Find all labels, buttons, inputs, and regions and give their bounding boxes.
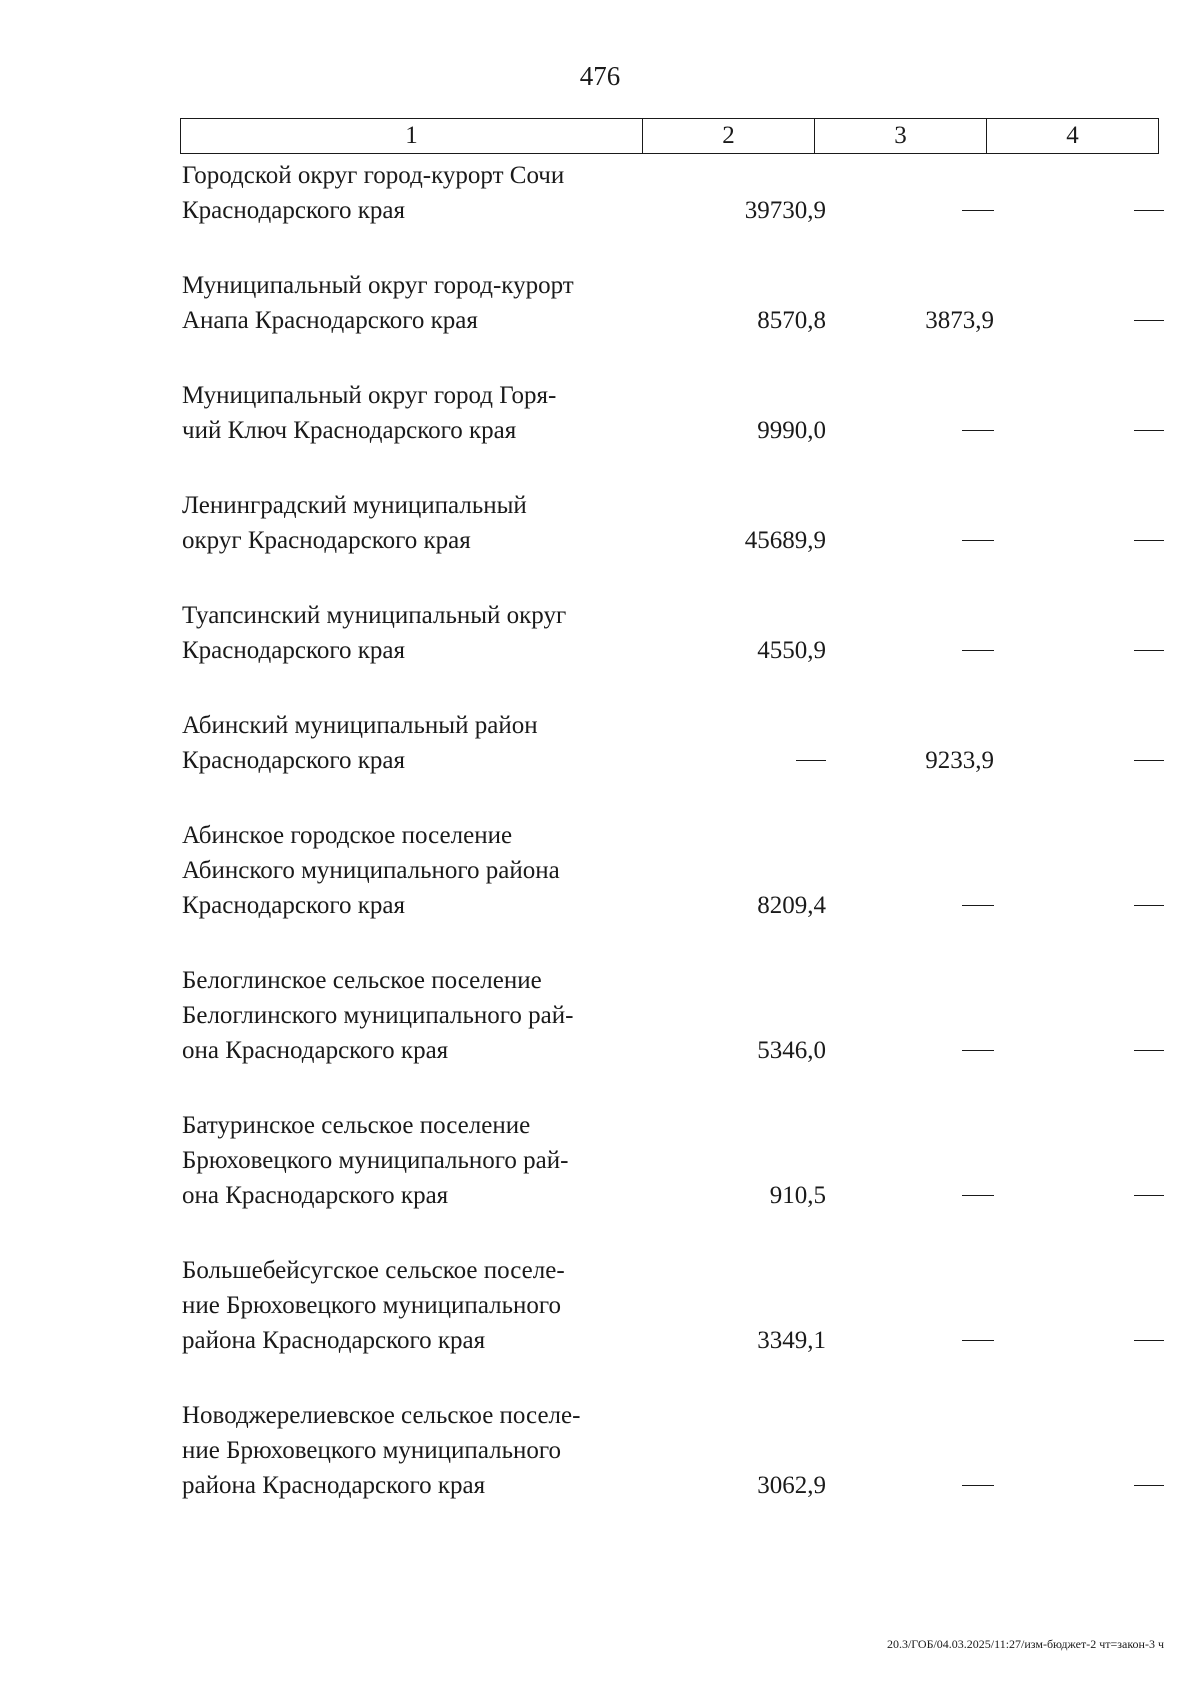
row-value-col2: 3349,1 bbox=[757, 1327, 826, 1354]
row-name-line: Краснодарского края bbox=[182, 637, 405, 664]
row-name-line: Белоглинского муниципального рай- bbox=[182, 1002, 574, 1029]
table-row bbox=[182, 378, 1162, 448]
row-name-line: Брюховецкого муниципального рай- bbox=[182, 1147, 569, 1174]
row-name bbox=[182, 158, 642, 228]
row-value-col2: 3062,9 bbox=[757, 1472, 826, 1499]
dash-mark bbox=[962, 1485, 994, 1486]
row-value-col4 bbox=[1134, 888, 1164, 923]
row-name bbox=[182, 963, 642, 1068]
row-value-col3 bbox=[962, 523, 994, 558]
row-name-line: Муниципальный округ город Горя- bbox=[182, 382, 557, 409]
table-row bbox=[182, 1108, 1162, 1213]
row-name-line: она Краснодарского края bbox=[182, 1037, 449, 1064]
header-col-2: 2 bbox=[643, 119, 815, 153]
header-col-1: 1 bbox=[181, 119, 643, 153]
dash-mark bbox=[962, 1340, 994, 1341]
row-value-col4 bbox=[1134, 633, 1164, 668]
row-value-col2: 39730,9 bbox=[744, 197, 826, 224]
table-row bbox=[182, 158, 1162, 228]
row-name-line: Абинский муниципальный район bbox=[182, 712, 538, 739]
dash-mark bbox=[1134, 650, 1164, 651]
row-value-col4 bbox=[1134, 1323, 1164, 1358]
row-value-col3 bbox=[962, 1468, 994, 1503]
row-name bbox=[182, 1108, 642, 1213]
row-value-col4 bbox=[1134, 193, 1164, 228]
row-name bbox=[182, 708, 642, 778]
dash-mark bbox=[1134, 1050, 1164, 1051]
row-name-line: Белоглинское сельское поселение bbox=[182, 967, 542, 994]
row-name-line: округ Краснодарского края bbox=[182, 527, 471, 554]
row-name-line: Абинское городское поселение bbox=[182, 822, 513, 849]
row-value-col2: 45689,9 bbox=[744, 527, 826, 554]
row-value-col2 bbox=[796, 743, 826, 778]
row-name-line: Краснодарского края bbox=[182, 747, 405, 774]
row-value-col3: 3873,9 bbox=[925, 307, 994, 334]
table-row bbox=[182, 818, 1162, 923]
row-name bbox=[182, 488, 642, 558]
row-name-line: Городской округ город-курорт Сочи bbox=[182, 162, 565, 189]
row-name-line: она Краснодарского края bbox=[182, 1182, 449, 1209]
table-header bbox=[180, 118, 1159, 154]
dash-mark bbox=[1134, 1195, 1164, 1196]
table-body bbox=[182, 158, 1162, 1543]
row-value-col2: 9990,0 bbox=[757, 417, 826, 444]
dash-mark bbox=[1134, 1485, 1164, 1486]
row-name bbox=[182, 378, 642, 448]
dash-mark bbox=[1134, 430, 1164, 431]
row-name-line: Новоджерелиевское сельское поселе- bbox=[182, 1402, 581, 1429]
row-name-line: района Краснодарского края bbox=[182, 1327, 486, 1354]
row-name-line: района Краснодарского края bbox=[182, 1472, 486, 1499]
row-value-col3: 9233,9 bbox=[925, 747, 994, 774]
dash-mark bbox=[962, 210, 994, 211]
dash-mark bbox=[1134, 210, 1164, 211]
row-value-col3 bbox=[962, 633, 994, 668]
dash-mark bbox=[962, 1195, 994, 1196]
table-row bbox=[182, 963, 1162, 1068]
row-value-col3 bbox=[962, 888, 994, 923]
dash-mark bbox=[962, 430, 994, 431]
row-name-line: Туапсинский муниципальный округ bbox=[182, 602, 567, 629]
row-name bbox=[182, 598, 642, 668]
dash-mark bbox=[1134, 1340, 1164, 1341]
row-value-col4 bbox=[1134, 303, 1164, 338]
row-name-line: Абинского муниципального района bbox=[182, 857, 560, 884]
row-name-line: чий Ключ Краснодарского края bbox=[182, 417, 517, 444]
table-row bbox=[182, 268, 1162, 338]
row-value-col4 bbox=[1134, 523, 1164, 558]
row-name bbox=[182, 818, 642, 923]
row-value-col2: 8570,8 bbox=[757, 307, 826, 334]
dash-mark bbox=[796, 760, 826, 761]
header-col-4: 4 bbox=[1066, 122, 1079, 149]
table-row bbox=[182, 488, 1162, 558]
row-value-col3 bbox=[962, 1323, 994, 1358]
row-name-line: Краснодарского края bbox=[182, 892, 405, 919]
page-number: 476 bbox=[579, 61, 621, 91]
row-value-col3 bbox=[962, 1178, 994, 1213]
row-value-col4 bbox=[1134, 1178, 1164, 1213]
row-value-col3 bbox=[962, 193, 994, 228]
dash-mark bbox=[1134, 540, 1164, 541]
dash-mark bbox=[962, 905, 994, 906]
row-value-col4 bbox=[1134, 413, 1164, 448]
row-name-line: Краснодарского края bbox=[182, 197, 405, 224]
document-footer-stamp: 20.3/ГОБ/04.03.2025/11:27/изм-бюджет-2 чт=закон-3 ч bbox=[886, 1637, 1164, 1651]
dash-mark bbox=[962, 1050, 994, 1051]
row-name bbox=[182, 268, 642, 338]
dash-mark bbox=[962, 540, 994, 541]
row-name-line: ние Брюховецкого муниципального bbox=[182, 1292, 562, 1319]
row-name bbox=[182, 1398, 642, 1503]
dash-mark bbox=[1134, 905, 1164, 906]
row-value-col4 bbox=[1134, 743, 1164, 778]
row-name bbox=[182, 1253, 642, 1358]
row-name-line: Анапа Краснодарского края bbox=[182, 307, 478, 334]
row-value-col2: 5346,0 bbox=[757, 1037, 826, 1064]
table-row bbox=[182, 1253, 1162, 1358]
row-name-line: Большебейсугское сельское поселе- bbox=[182, 1257, 565, 1284]
row-value-col4 bbox=[1134, 1468, 1164, 1503]
row-name-line: ние Брюховецкого муниципального bbox=[182, 1437, 562, 1464]
dash-mark bbox=[962, 650, 994, 651]
table-row bbox=[182, 1398, 1162, 1503]
row-value-col2: 910,5 bbox=[769, 1182, 826, 1209]
row-name-line: Ленинградский муниципальный bbox=[182, 492, 527, 519]
header-col-3: 3 bbox=[815, 119, 987, 153]
row-value-col2: 4550,9 bbox=[757, 637, 826, 664]
table-row bbox=[182, 598, 1162, 668]
row-value-col2: 8209,4 bbox=[757, 892, 826, 919]
row-value-col4 bbox=[1134, 1033, 1164, 1068]
row-value-col3 bbox=[962, 413, 994, 448]
dash-mark bbox=[1134, 760, 1164, 761]
row-name-line: Муниципальный округ город-курорт bbox=[182, 272, 574, 299]
row-name-line: Батуринское сельское поселение bbox=[182, 1112, 531, 1139]
table-row bbox=[182, 708, 1162, 778]
row-value-col3 bbox=[962, 1033, 994, 1068]
dash-mark bbox=[1134, 320, 1164, 321]
